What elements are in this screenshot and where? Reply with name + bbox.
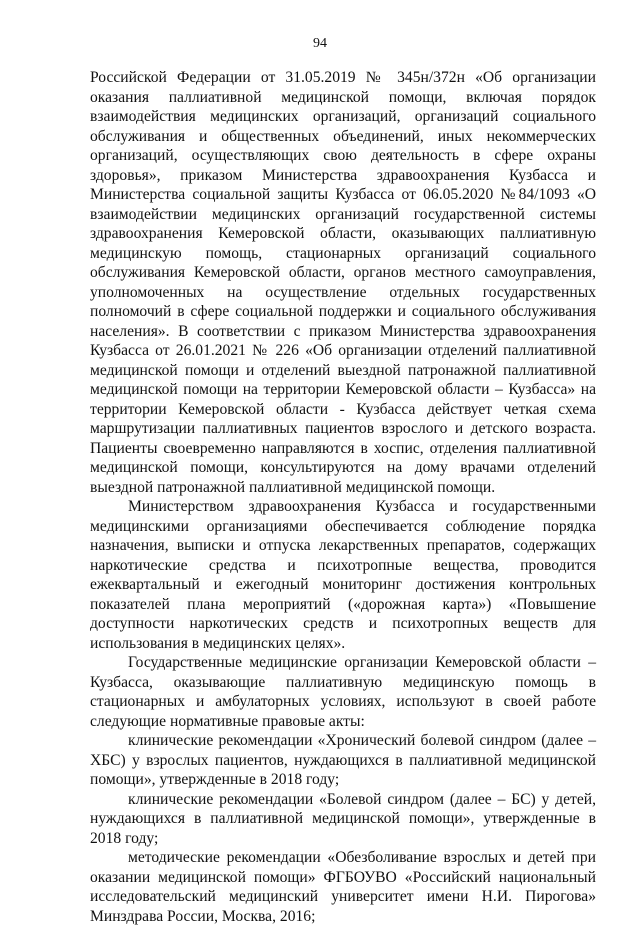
paragraph-legal-basis: Российской Федерации от 31.05.2019 № 345н/372н «Об организации оказания паллиативной медицинской помощи, включая порядок взаимодействия медицинских организаций, организаций социального обслуживания и общественных объединений, иных некоммерческих организаций, осуществляющих свою деятельность в сфере охраны здоровья», приказом Министерства здравоохранения Кузбасса и Министерства социальной защиты Кузбасса от 06.05.2020 №84/1093 «О взаимодействии медицинских организаций государственной системы здравоохранения Кемеровской области, оказывающих паллиативную медицинскую помощь, стационарных организаций социального обслуживания Кемеровской области, органов местного самоуправления, уполномоченных на осуществление отдельных государственных полномочий в сфере социальной поддержки и социального обслуживания населения». В соответствии с приказом Министерства здравоохранения Кузбасса от 26.01.2021 № 226 «Об организации отделений паллиативной медицинской помощи и отделений выездной патронажной паллиативной медицинской помощи на территории Кемеровской области – Кузбасса» на территории Кемеровской области - Кузбасса действует четкая схема маршрутизации паллиативных пациентов взрослого и детского возраста. Пациенты своевременно направляются в хоспис, отделения паллиативной медицинской помощи, консультируются на дому врачами отделений выездной патронажной паллиативной медицинской помощи. [90,69,596,496]
paragraph-ministry-monitoring: Министерством здравоохранения Кузбасса и государственными медицинскими организациями обеспечивается соблюдение порядка назначения, выписки и отпуска лекарственных препаратов, содержащих наркотические средства и психотропные вещества, проводится ежеквартальный и ежегодный мониторинг достижения контрольных показателей плана мероприятий («дорожная карта») «Повышение доступности наркотических средств и психотропных веществ для использования в медицинских целях». [90,498,596,652]
list-item-pediatric-pain-guidelines: клинические рекомендации «Болевой синдром (далее – БС) у детей, нуждающихся в паллиативной медицинской помощи», утвержденные в 2018 году; [90,790,596,847]
list-item-methodical-recommendations: методические рекомендации «Обезболивание взрослых и детей при оказании медицинской помощи» ФГБОУВО «Российский национальный исследовательский медицинский университет имени Н.И. Пирогова» Минздрава России, Москва, 2016; [90,849,596,925]
page-number: 94 [313,36,327,51]
paragraph-medical-organizations: Государственные медицинские организации Кемеровской области – Кузбасса, оказывающие паллиативную медицинскую помощь в стационарных и амбулаторных условиях, используют в своей работе следующие нормативные правовые акты: [90,654,596,730]
list-item-chronic-pain-guidelines: клинические рекомендации «Хронический болевой синдром (далее – ХБС) у взрослых пациентов, нуждающихся в паллиативной медицинской помощи», утвержденные в 2018 году; [90,732,596,788]
document-body [90,68,596,926]
